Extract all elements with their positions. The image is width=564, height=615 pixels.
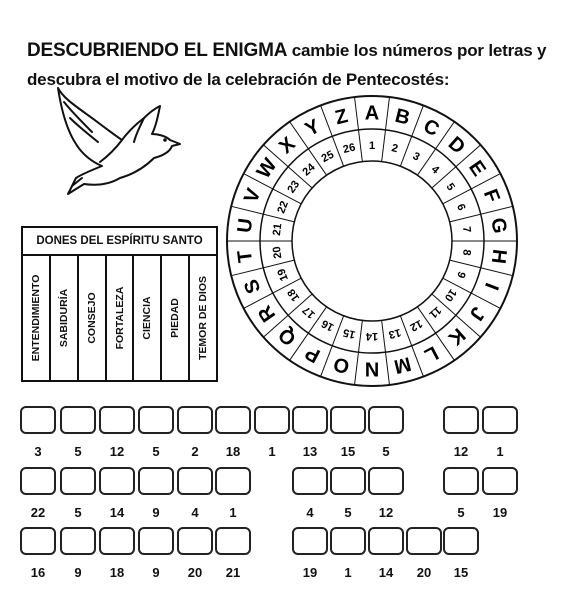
- answer-box[interactable]: [138, 467, 174, 495]
- wheel-letter: M: [391, 352, 414, 378]
- wheel-letter: E: [464, 156, 490, 181]
- answer-box[interactable]: [99, 406, 135, 434]
- answer-box[interactable]: [368, 527, 404, 555]
- wheel-letter: D: [443, 132, 470, 159]
- answer-box[interactable]: [254, 406, 290, 434]
- cipher-number: 16: [30, 565, 46, 580]
- gift-label: TEMOR DE DIOS: [197, 275, 210, 361]
- answer-box[interactable]: [215, 467, 251, 495]
- wheel-number: 4: [428, 163, 442, 177]
- wheel-number: 24: [300, 161, 318, 179]
- wheel-letter: Y: [301, 115, 324, 141]
- cipher-number: 5: [344, 505, 352, 520]
- wheel-number: 16: [319, 316, 337, 334]
- answer-box[interactable]: [292, 527, 328, 555]
- wheel-number: 15: [341, 325, 357, 341]
- cipher-number: 14: [378, 565, 394, 580]
- answer-box[interactable]: [443, 406, 479, 434]
- wheel-letter: A: [364, 102, 380, 125]
- wheel-inner-ring: [292, 161, 452, 321]
- wheel-number: 12: [407, 316, 425, 334]
- cipher-number: 12: [378, 505, 394, 520]
- wheel-number: 7: [459, 225, 473, 234]
- cipher-number: 5: [152, 444, 160, 459]
- answer-box[interactable]: [177, 467, 213, 495]
- answer-box[interactable]: [443, 527, 479, 555]
- wheel-number: 13: [387, 325, 403, 341]
- wheel-letter: L: [420, 341, 442, 367]
- answer-box[interactable]: [20, 467, 56, 495]
- cipher-number: 3: [34, 444, 42, 459]
- wheel-letter: R: [253, 301, 281, 326]
- answer-box[interactable]: [177, 406, 213, 434]
- cipher-number: 20: [416, 565, 432, 580]
- wheel-number: 9: [454, 269, 468, 280]
- cipher-number: 21: [225, 565, 241, 580]
- wheel-number: 14: [365, 330, 379, 342]
- cipher-number: 1: [229, 505, 237, 520]
- answer-box[interactable]: [99, 527, 135, 555]
- wheel-number: 8: [459, 248, 473, 257]
- cipher-number: 2: [191, 444, 199, 459]
- wheel-number: 23: [285, 178, 303, 196]
- answer-box[interactable]: [368, 406, 404, 434]
- wheel-middle-ring: [260, 129, 484, 353]
- wheel-number: 20: [270, 245, 285, 260]
- wheel-letter: C: [419, 115, 443, 142]
- wheel-number: 10: [441, 286, 459, 304]
- wheel-letter: G: [486, 216, 511, 235]
- wheel-letter: S: [240, 276, 266, 297]
- answer-box[interactable]: [330, 467, 366, 495]
- answer-box[interactable]: [215, 406, 251, 434]
- gift-label: PIEDAD: [169, 298, 182, 338]
- wheel-number: 26: [341, 141, 357, 157]
- wheel-number: 18: [285, 286, 303, 304]
- answer-box[interactable]: [60, 467, 96, 495]
- gifts-table-header: DONES DEL ESPÍRITU SANTO: [23, 228, 216, 256]
- wheel-letter: Q: [274, 323, 301, 350]
- cipher-number: 19: [492, 505, 508, 520]
- cipher-number: 5: [74, 505, 82, 520]
- answer-box[interactable]: [368, 467, 404, 495]
- title-instructions: cambie los números por letras y descubra el motivo de la celebración de Pentecostés:: [27, 41, 547, 89]
- wheel-letter: U: [233, 217, 258, 235]
- answer-box[interactable]: [330, 406, 366, 434]
- cipher-number: 13: [302, 444, 318, 459]
- cipher-number: 1: [268, 444, 276, 459]
- cipher-number: 5: [382, 444, 390, 459]
- cipher-number: 1: [496, 444, 504, 459]
- wheel-number: 22: [275, 199, 291, 216]
- wheel-letter: T: [233, 248, 258, 264]
- wheel-letter: V: [240, 185, 266, 206]
- cipher-number: 18: [109, 565, 125, 580]
- answer-box[interactable]: [482, 467, 518, 495]
- gift-label: CONSEJO: [85, 292, 98, 344]
- wheel-letter: W: [252, 154, 282, 183]
- answer-box[interactable]: [215, 527, 251, 555]
- cipher-number: 9: [152, 565, 160, 580]
- cipher-number: 9: [152, 505, 160, 520]
- cipher-number: 5: [74, 444, 82, 459]
- cipher-number: 9: [74, 565, 82, 580]
- wheel-number: 25: [319, 148, 337, 166]
- answer-box[interactable]: [177, 527, 213, 555]
- answer-box[interactable]: [482, 406, 518, 434]
- answer-box[interactable]: [99, 467, 135, 495]
- answer-box[interactable]: [330, 527, 366, 555]
- answer-box[interactable]: [406, 527, 442, 555]
- cipher-number: 12: [109, 444, 125, 459]
- cipher-number: 22: [30, 505, 46, 520]
- cipher-number: 15: [340, 444, 356, 459]
- answer-box[interactable]: [60, 527, 96, 555]
- answer-box[interactable]: [292, 406, 328, 434]
- cipher-number: 4: [191, 505, 199, 520]
- wheel-letter: F: [478, 186, 504, 206]
- gift-label: SABIDURÍA: [57, 288, 70, 348]
- cipher-number: 14: [109, 505, 125, 520]
- cipher-number: 19: [302, 565, 318, 580]
- wheel-letter: N: [364, 357, 380, 380]
- wheel-number: 17: [300, 303, 318, 321]
- answer-box[interactable]: [292, 467, 328, 495]
- wheel-number: 2: [390, 142, 400, 156]
- wheel-number: 1: [368, 140, 376, 152]
- gift-label: CIENCIA: [141, 296, 154, 340]
- wheel-letter: X: [275, 132, 300, 159]
- cipher-number: 18: [225, 444, 241, 459]
- wheel-letter: I: [479, 279, 503, 293]
- answer-box[interactable]: [20, 406, 56, 434]
- cipher-number: 1: [344, 565, 352, 580]
- wheel-number: 21: [270, 222, 285, 237]
- gift-label: FORTALEZA: [113, 286, 126, 350]
- wheel-number: 6: [454, 202, 468, 213]
- cipher-number: 15: [453, 565, 469, 580]
- answer-box[interactable]: [60, 406, 96, 434]
- wheel-letter: O: [331, 352, 352, 378]
- wheel-letter: J: [464, 302, 490, 325]
- wheel-letter: H: [486, 247, 511, 265]
- wheel-number: 5: [443, 181, 457, 193]
- cipher-number: 4: [306, 505, 314, 520]
- title-lead: DESCUBRIENDO EL ENIGMA: [27, 40, 288, 61]
- cipher-number: 20: [187, 565, 203, 580]
- answer-box[interactable]: [443, 467, 479, 495]
- gift-label: ENTENDIMIENTO: [29, 274, 42, 362]
- answer-box[interactable]: [138, 527, 174, 555]
- answer-box[interactable]: [138, 406, 174, 434]
- wheel-letter: B: [392, 104, 413, 130]
- wheel-number: 19: [275, 266, 291, 283]
- wheel-number: 11: [426, 303, 444, 321]
- cipher-number: 5: [457, 505, 465, 520]
- wheel-letter: Z: [332, 105, 351, 130]
- wheel-letter: P: [301, 341, 324, 367]
- wheel-letter: K: [443, 323, 470, 350]
- cipher-number: 12: [453, 444, 469, 459]
- answer-box[interactable]: [20, 527, 56, 555]
- wheel-number: 3: [410, 150, 422, 164]
